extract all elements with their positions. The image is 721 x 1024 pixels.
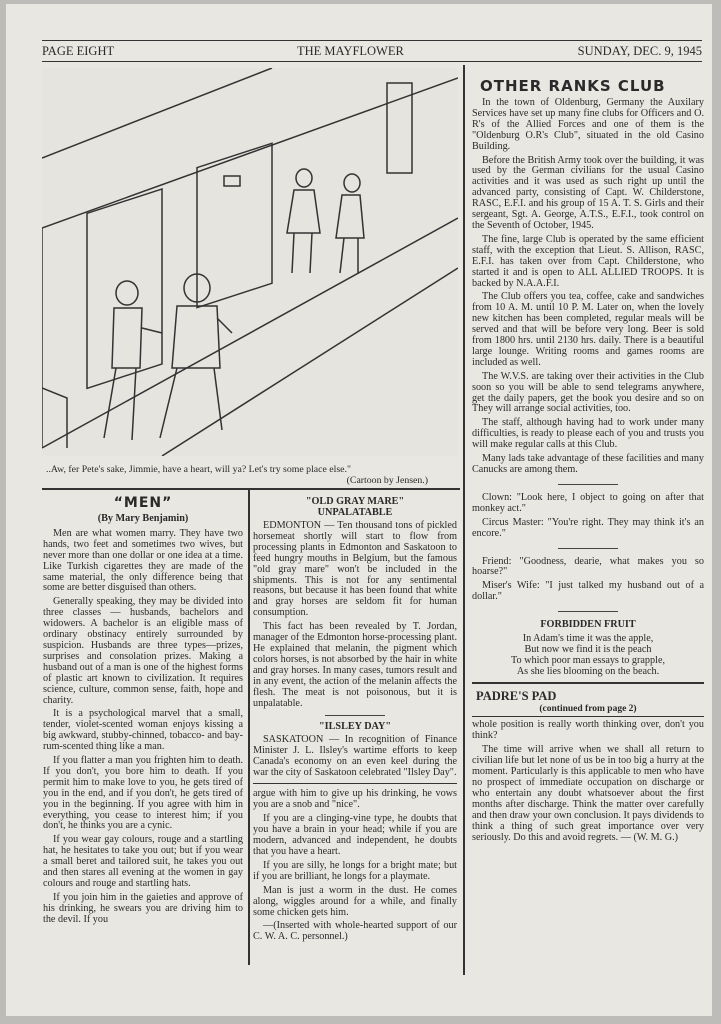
article-byline: (By Mary Benjamin) [97, 513, 189, 524]
paragraph: If you are silly, he longs for a bright mate; but if you are brilliant, he longs for a playmate. [253, 859, 457, 882]
column-divider [248, 490, 250, 965]
poem-title: FORBIDDEN FRUIT [540, 619, 636, 631]
paragraph: Man is just a worm in the dust. He comes along, wiggles around for a while, and finally some chicken gets him. [253, 884, 457, 918]
article-subtitle: (continued from page 2) [539, 703, 637, 714]
divider [472, 682, 704, 684]
paragraph: If you join him in the gaieties and approve of his drinking, he swears you are driving him to the devil. If you [43, 891, 243, 925]
paragraph: SASKATOON — In recognition of Finance Minister J. L. Ilsley's wartime efforts to keep Canada's economy on an even keel during the war the city of Saskatoon celebrated "Ilsley Day". [253, 734, 457, 779]
paragraph: —(Inserted with whole-hearted support of our C. W. A. C. personnel.) [253, 920, 457, 943]
divider [253, 783, 457, 785]
divider [42, 488, 460, 490]
paragraph: Before the British Army took over the building, it was used by the German civilians for the usual Casino activities and it was used as such right up until the advanced party, consisting of Capt. W. Childerstone, RASC, E.F.I. and his group of 15 A. T. S. Girls and their sergeant, Sgt. A. George, A.T.S., E.F.I., took control on the Seventh of October, 1945. [472, 154, 704, 231]
article-gray-mare [253, 496, 457, 946]
article-title: “MEN” [113, 495, 173, 511]
article-title: OTHER RANKS CLUB [480, 77, 666, 95]
issue-date: SUNDAY, DEC. 9, 1945 [577, 44, 702, 58]
joke-line: Circus Master: "You're right. They may think it's an encore." [472, 516, 704, 539]
paragraph: The W.V.S. are taking over their activities in the Club soon so you will be able to send telegrams anywhere, get the daily papers, get the book you desire and so on They will arrange social activities, too. [472, 370, 704, 415]
joke-line: Miser's Wife: "I just talked my husband out of a dollar." [472, 580, 704, 603]
cartoon-caption: ..Aw, fer Pete's sake, Jimmie, have a heart, will ya? Let's try some place else." [46, 464, 351, 475]
poem-line: In Adam's time it was the apple, [522, 633, 654, 645]
article-title: "ILSLEY DAY" [319, 721, 391, 733]
poem-line: As she lies blooming on the beach. [516, 666, 660, 678]
column-divider [463, 65, 465, 975]
article-title: "OLD GRAY MARE" [305, 496, 405, 507]
joke-line: Friend: "Goodness, dearie, what makes you so hoarse?" [472, 555, 704, 578]
paragraph: whole position is really worth thinking over, don't you think? [472, 719, 704, 742]
poem-line: To which poor man essays to grapple, [510, 655, 666, 667]
divider [558, 611, 618, 612]
paragraph: This fact has been revealed by T. Jordan, manager of the Edmonton horse-processing plant. He explained that melanin, the pigment which colors horses, is not absorbed by the hair in white and gray horses. In many cases, tumors result and in any event, the action of the melanin affects the flesh. The meat is not poisonous, but it is unpalatable. [253, 621, 457, 709]
cartoon-credit: (Cartoon by Jensen.) [346, 475, 428, 486]
divider [472, 716, 704, 717]
paragraph: If you wear gay colours, rouge and a startling hat, he hesitates to take you out; but if you wear a small beret and tailored suit, he takes you out and then stares all evening at the women in gay colours and rouge and startling hats. [43, 834, 243, 889]
paragraph: If you flatter a man you frighten him to death. If you don't, you bore him to death. If you permit him to make love to you, he gets tired of you in the end, and if you don't, he gets tired of you in the beginning. If you agree with him in everything, you cease to interest him; if you don't, he thinks you are a cynic. [43, 755, 243, 832]
paragraph: argue with him to give up his drinking, he vows you are a snob and "nice". [253, 788, 457, 811]
paragraph: Men are what women marry. They have two hands, two feet and sometimes two wives, but never more than one dollar or one idea at a time. Like Turkish cigarettes they are made of the same material, the only difference being that some are better disguised than others. [43, 527, 243, 594]
paragraph: Generally speaking, they may be divided into three classes — husbands, bachelors and widowers. A bachelor is an eligible mass of ordinary obstinacy entirely surrounded by suspicion. Husbands are three types—prizes, surprises and consolation prizes. Making a husband out of a man is one of the highest forms of plastic art known to civilization. It requires science, culture, common sense, faith, hope and charity. [43, 596, 243, 706]
article-men [43, 494, 243, 929]
paragraph: If you are a clinging-vine type, he doubts that you have a brain in your head; while if you are modern, advanced and independent, he doubts that you have a heart. [253, 813, 457, 857]
paragraph: The fine, large Club is operated by the same efficient staff, with the exception that Lieut. S. Allison, RASC, E.F.I. has taken over from Capt. Childerstone, who started it and is open to ALL ALLIED TROOPS. It is backed by N.A.A.F.I. [472, 233, 704, 289]
cartoon-illustration [42, 68, 458, 456]
article-title: UNPALATABLE [317, 507, 393, 518]
paragraph: It is a psychological marvel that a small, tender, violet-scented woman enjoys kissing a big awkward, stubby-chinned, tobacco- and bay-rum-scented thing like a man. [43, 708, 243, 753]
divider [558, 484, 618, 485]
paragraph: EDMONTON — Ten thousand tons of pickled horsemeat shortly will start to flow from processing plants in Edmonton and Saskatoon to feed hungry mouths in Belgium, but the famous "old gray mare" won't be included in the shipments. This is not for any sentimental reasons, but because it has been found that white and gray horses are seldom fit for human consumption. [253, 520, 457, 619]
divider [558, 548, 618, 549]
divider [325, 715, 385, 716]
poem-line: But now we find it is the peach [524, 644, 652, 656]
paragraph: The time will arrive when we shall all return to civilian life but let none of us be in too big a hurry at the moment. Particularly is this applicable to men who have no prospect of immediate occupation on discharge or who entertain any doubt whatsoever about the first months after discharge. Think the matter over carefully and then draw your own conclusion. It pays dividends to think a thing of such great importance over very seriously. Do this and avoid regrets. — (W. M. G.) [472, 744, 704, 843]
newspaper-title: THE MAYFLOWER [297, 44, 404, 58]
paragraph: Many lads take advantage of these facilities and many Canucks are among them. [472, 453, 704, 475]
paragraph: The Club offers you tea, coffee, cake and sandwiches from 10 A. M. until 10 P. M. Later on, when the lovely new kitchen has been completed, regular meals will be served and that will be before very long. Beer is sold from 1800 hrs. until 2130 hrs. daily. There is a beautiful large lounge. Writing rooms and games rooms are included as well. [472, 291, 704, 368]
paragraph: The staff, although having had to work under many difficulties, is ready to please each of you and trusts you will make regular calls at this Club. [472, 417, 704, 451]
article-other-ranks-club [472, 76, 704, 846]
paragraph: In the town of Oldenburg, Germany the Auxilary Services have set up many fine clubs for Officers and O. R's of the Allied Forces and one of them is the "Oldenburg O.R's Club", situated in the old Casino Building. [472, 97, 704, 152]
masthead [42, 40, 702, 62]
joke-line: Clown: "Look here, I object to going on after that monkey act." [472, 491, 704, 514]
page-number: PAGE EIGHT [42, 44, 115, 58]
article-title: PADRE'S PAD [476, 688, 557, 703]
